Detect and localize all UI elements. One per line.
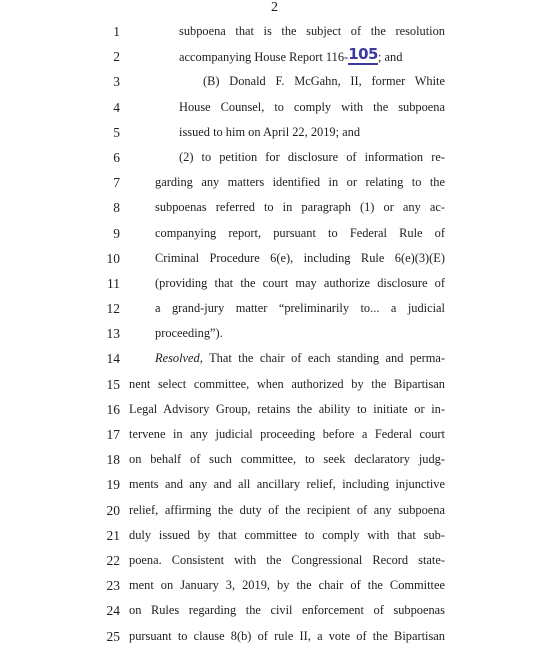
line-text: ment on January 3, 2019, by the chair of the Committee <box>129 578 445 593</box>
text-line <box>0 271 549 296</box>
line-number: 24 <box>106 603 120 619</box>
text-line <box>0 548 549 573</box>
line-text: ments and any and all ancillary relief, including injunctive <box>129 477 445 492</box>
text-line <box>0 523 549 548</box>
line-number: 5 <box>113 124 120 140</box>
text-line <box>0 573 549 598</box>
handwritten-report-number: 105 <box>348 45 378 64</box>
text-line <box>0 346 549 371</box>
resolved-clause: Resolved, <box>155 351 203 366</box>
text-line <box>0 120 549 145</box>
line-text: poena. Consistent with the Congressional Record state- <box>129 552 445 567</box>
text-line <box>0 95 549 120</box>
line-number: 6 <box>113 149 120 165</box>
line-text: duly issued by that committee to comply with that sub- <box>129 527 445 542</box>
line-text-rest: That the chair of each standing and perma- <box>202 351 445 366</box>
line-number: 4 <box>113 99 120 115</box>
line-text: garding any matters identified in or relating to the <box>155 175 445 190</box>
line-number: 18 <box>106 452 120 468</box>
text-line <box>0 145 549 170</box>
text-line <box>0 44 549 69</box>
text-line <box>0 498 549 523</box>
text-line <box>0 397 549 422</box>
line-text: on behalf of such committee, to seek declaratory judg- <box>129 452 445 467</box>
text-line <box>0 19 549 44</box>
line-text: subpoena that is the subject of the resolution <box>179 24 445 38</box>
text-line <box>0 422 549 447</box>
text-line <box>0 246 549 271</box>
page-number: 2 <box>271 0 278 15</box>
text-line <box>0 170 549 195</box>
line-number: 1 <box>113 24 120 39</box>
text-line <box>0 598 549 623</box>
line-text: pursuant to clause 8(b) of rule II, a vote of the Bipartisan <box>129 628 445 643</box>
line-text: a grand-jury matter “preliminarily to... a judicial <box>155 301 445 316</box>
line-text: (B) Donald F. McGahn, II, former White <box>203 74 445 89</box>
line-number: 9 <box>113 225 120 241</box>
line-number: 20 <box>106 502 120 518</box>
line-number: 13 <box>106 326 120 342</box>
text-line <box>0 447 549 472</box>
line-text: tervene in any judicial proceeding before a Federal court <box>129 427 445 441</box>
line-text: (2) to petition for disclosure of information re- <box>179 149 445 164</box>
line-number: 11 <box>107 275 120 291</box>
text-line <box>0 372 549 397</box>
line-text: issued to him on April 22, 2019; and <box>179 124 361 139</box>
line-text <box>155 346 445 371</box>
line-number: 2 <box>113 49 120 65</box>
line-number: 19 <box>106 477 120 493</box>
line-text: Legal Advisory Group, retains the ability to initiate or in- <box>129 401 445 416</box>
line-number: 25 <box>106 628 120 644</box>
line-text: proceeding”). <box>155 326 223 341</box>
line-text: relief, affirming the duty of the recipient of any subpoena <box>129 502 445 517</box>
line-number: 14 <box>106 351 120 367</box>
line-text: (providing that the court may authorize disclosure of <box>155 275 445 290</box>
text-line <box>0 296 549 321</box>
line-number: 17 <box>106 427 120 442</box>
text-line <box>0 624 549 649</box>
line-number: 10 <box>106 250 120 266</box>
text-line <box>0 221 549 246</box>
text-line <box>0 321 549 346</box>
line-number: 22 <box>106 552 120 568</box>
line-text: on Rules regarding the civil enforcement of subpoenas <box>129 603 445 618</box>
line-number: 8 <box>113 200 120 216</box>
line-text: nent select committee, when authorized by the Bipartisan <box>129 376 445 391</box>
text-line <box>0 195 549 220</box>
line-number: 15 <box>106 376 120 392</box>
line-number: 12 <box>106 301 120 317</box>
text-line <box>0 472 549 497</box>
line-text: House Counsel, to comply with the subpoena <box>179 99 445 114</box>
line-text <box>179 44 402 70</box>
text-line <box>0 69 549 94</box>
line-text: companying report, pursuant to Federal Rule of <box>155 225 445 240</box>
line-number: 7 <box>113 175 120 191</box>
line-number: 23 <box>106 578 120 594</box>
line-text: Criminal Procedure 6(e), including Rule 6(e)(3)(E) <box>155 250 445 265</box>
document-body <box>0 19 549 649</box>
line-number: 16 <box>106 401 120 417</box>
line-number: 3 <box>113 74 120 90</box>
line-text-after: ; and <box>378 50 403 65</box>
line-text-before: accompanying House Report 116- <box>179 50 349 65</box>
line-number: 21 <box>106 527 120 543</box>
line-text: subpoenas referred to in paragraph (1) or any ac- <box>155 200 445 215</box>
